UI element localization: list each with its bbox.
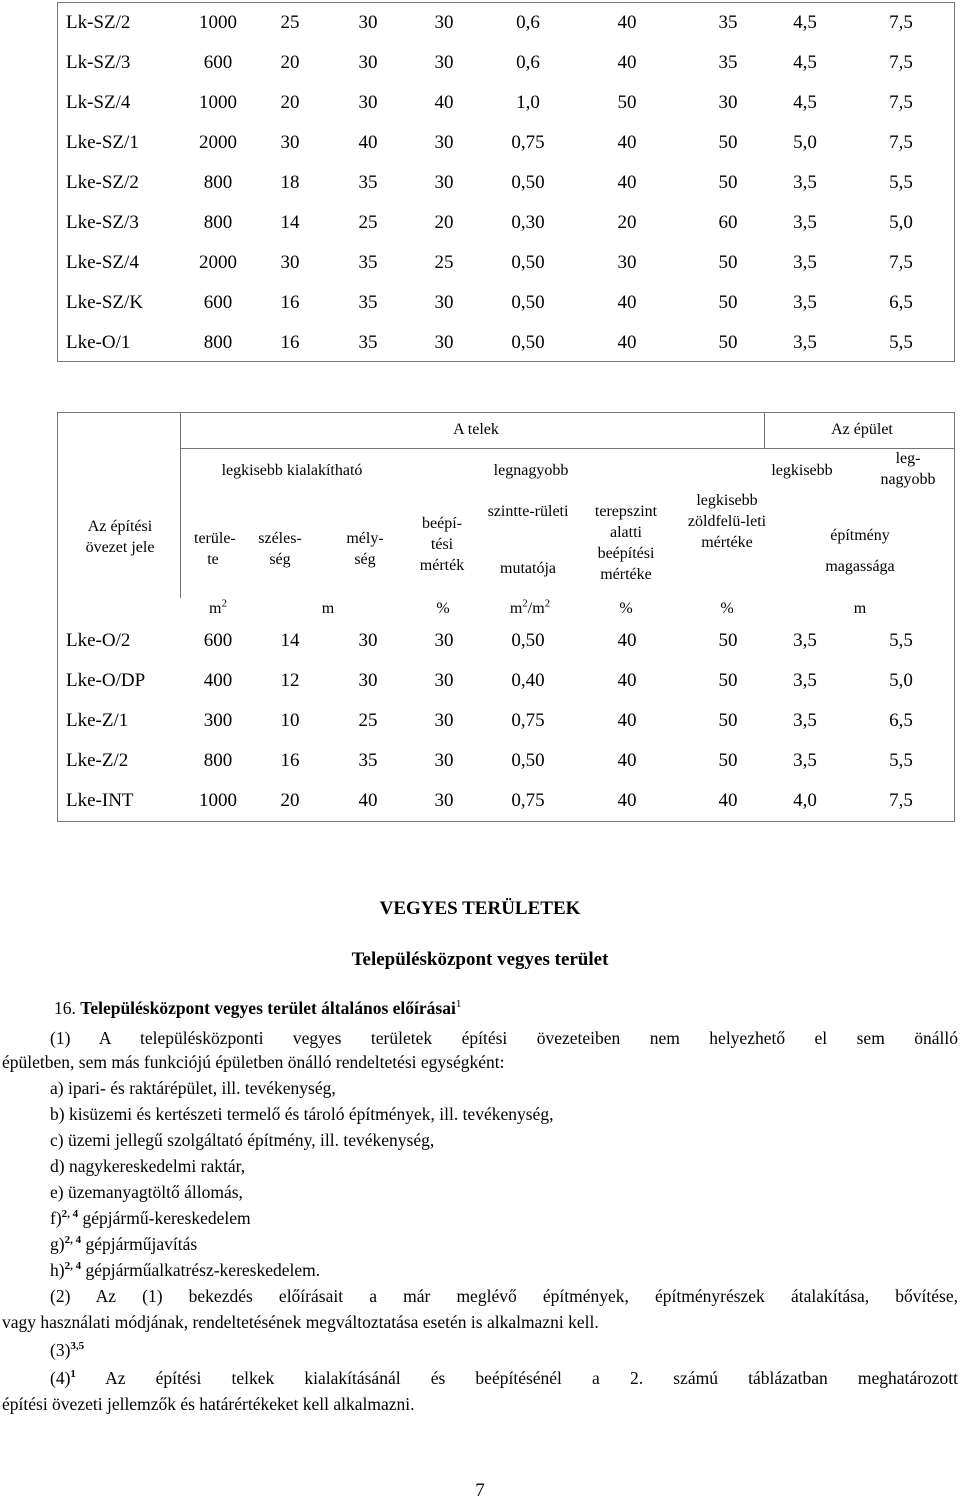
table-cell: 30 [434,790,454,811]
table-cell: 40 [617,132,637,153]
item-c: c) üzemi jellegű szolgáltató építmény, ill. tevékenység, [50,1130,435,1150]
table-cell: 18 [280,172,300,193]
table-cell: 35 [358,332,378,353]
zone-code: Lke-O/1 [66,332,131,353]
table-cell: 7,5 [889,52,913,73]
item-a: a) ipari- és raktárépület, ill. tevékenység, [50,1078,336,1098]
item-d: d) nagykereskedelmi raktár, [50,1156,246,1176]
item-e: e) üzemanyagtöltő állomás, [50,1182,243,1202]
table-cell: 35 [358,172,378,193]
table-row [58,43,954,83]
header-built-ratio: beépí-tési mérték [419,515,465,574]
table-cell: 40 [617,172,637,193]
zone-code: Lk-SZ/4 [66,92,131,113]
table-row [58,701,954,741]
unit-area: $m^2$ [209,597,227,617]
zone-code: Lke-SZ/3 [66,212,139,233]
table-cell: 0,6 [516,52,540,73]
table-cell: 40 [718,790,738,811]
table-cell: 50 [718,710,738,731]
zone-code: Lke-SZ/4 [66,252,139,273]
table-cell: 50 [617,92,637,113]
table-cell: 0,50 [511,252,545,273]
section-title: VEGYES TERÜLETEK [379,898,581,919]
table-cell: 40 [617,12,637,33]
table-cell: 5,0 [889,212,913,233]
header-building-height-2: magassága [825,558,895,575]
table-cell: 0,75 [511,132,545,153]
table-cell: 1000 [199,92,237,113]
table-cell: 40 [617,710,637,731]
table-cell: 35 [718,12,738,33]
table-cell: 1,0 [516,92,540,113]
table-cell: 20 [280,790,300,811]
table-cell: 7,5 [889,92,913,113]
table-cell: 16 [280,332,300,353]
p1-line1: (1) A településközponti vegyes területek építési övezeteiben nem helyezhető el sem önálló [50,1028,958,1048]
table-cell: 30 [718,92,738,113]
table-cell: 40 [617,670,637,691]
p4-line2: építési övezeti jellemzők és határértékeket kell alkalmazni. [2,1394,415,1414]
table-cell: 50 [718,292,738,313]
table-cell: 4,5 [793,92,817,113]
table-cell: 40 [617,790,637,811]
item-b: b) kisüzemi és kertészeti termelő és tároló építmények, ill. tevékenység, [50,1104,554,1124]
unit-underground: % [619,600,633,617]
table-cell: 7,5 [889,12,913,33]
table-cell: 30 [358,12,378,33]
table-cell: 30 [434,132,454,153]
table-cell: 0,50 [511,750,545,771]
table-cell: 40 [358,132,378,153]
paragraph-16-heading [2,996,958,1020]
zone-code: Lk-SZ/2 [66,12,131,33]
header-building-height-1: építmény [830,527,890,544]
zone-code: Lke-INT [66,790,134,811]
table-cell: 5,5 [889,630,913,651]
table-cell: 40 [617,292,637,313]
table-cell: 30 [358,92,378,113]
table-cell: 800 [203,332,233,353]
zone-code: Lke-O/DP [66,670,146,691]
table-cell: 25 [434,252,454,273]
table-cell: 3,5 [793,332,817,353]
table-cell: 30 [434,172,454,193]
unit-index: $m^2/m^2$ [509,597,551,617]
page-number: 7 [475,1480,485,1501]
zone-table-2 [57,412,955,822]
table-cell: 50 [718,172,738,193]
table-cell: 50 [718,630,738,651]
unit-green: % [720,600,734,617]
table-cell: 50 [718,750,738,771]
table-cell: 50 [718,332,738,353]
table-cell: 0,50 [511,172,545,193]
table-cell: 20 [280,92,300,113]
table-row [58,163,954,203]
table-cell: 30 [434,670,454,691]
table-cell: 30 [434,750,454,771]
header-zone-code: Az építési övezet jele [85,518,155,556]
table-cell: 2000 [199,132,237,153]
paragraph-title: Településközpont vegyes terület általános előírásai [80,998,456,1018]
table-cell: 400 [203,670,233,691]
table-cell: 30 [434,710,454,731]
unit-height: m [853,600,867,617]
table-cell: 50 [718,132,738,153]
table-cell: 30 [434,52,454,73]
table-cell: 16 [280,292,300,313]
table-cell: 14 [280,212,300,233]
header-smallest-formable: legkisebb kialakítható [221,462,363,479]
table-cell: 300 [203,710,233,731]
zone-code: Lke-Z/1 [66,710,129,731]
subsection-title: Településközpont vegyes terület [351,949,609,970]
table-cell: 0,40 [511,670,545,691]
table-row [58,283,954,323]
table-cell: 600 [203,52,233,73]
item-h: h)$^{2, 4}$ gépjárműalkatrész-kereskedelem. [50,1260,321,1280]
header-height-min: legkisebb [771,462,833,479]
table-cell: 0,30 [511,212,545,233]
table-cell: 3,5 [793,252,817,273]
table-row [58,3,954,43]
table-cell: 25 [358,710,378,731]
table-row [58,83,954,123]
table-cell: 0,6 [516,12,540,33]
table-cell: 600 [203,630,233,651]
table-cell: 0,75 [511,790,545,811]
table-cell: 30 [434,332,454,353]
header-floor-index-2: mutatója [500,560,556,577]
table-cell: 600 [203,292,233,313]
table-row [58,203,954,243]
table-cell: 5,0 [793,132,817,153]
header-plot: A telek [453,421,499,438]
table-cell: 0,50 [511,630,545,651]
table-row [58,243,954,283]
table-cell: 30 [358,670,378,691]
zone-code: Lk-SZ/3 [66,52,131,73]
table-cell: 30 [434,12,454,33]
table-cell: 7,5 [889,790,913,811]
p2-line2: vagy használati módjának, rendeltetésének megváltoztatása esetén is alkalmazni kell. [2,1312,599,1332]
table-row [58,661,954,701]
table-cell: 30 [434,630,454,651]
p4-line1: $(4)^1$ Az építési telkek kialakításánál és beépítésénél a 2. számú táblázatban meghatározott [50,1368,958,1388]
table-cell: 50 [718,670,738,691]
table-cell: 40 [617,332,637,353]
header-largest: legnagyobb [493,462,569,479]
table-cell: 40 [617,750,637,771]
table-cell: 25 [358,212,378,233]
unit-ratio: % [436,600,450,617]
table-cell: 6,5 [889,710,913,731]
header-underground: terepszint alatti beépítési mértéke [594,503,658,583]
table-cell: 35 [358,252,378,273]
table-cell: 6,5 [889,292,913,313]
table-cell: 3,5 [793,292,817,313]
unit-width: m [321,600,335,617]
table-cell: 30 [280,132,300,153]
zone-code: Lke-SZ/1 [66,132,139,153]
table-cell: 3,5 [793,172,817,193]
table-cell: 4,5 [793,12,817,33]
p1-line2: épületben, sem más funkciójú épületben önálló rendeltetési egységként: [2,1052,505,1072]
zone-code: Lke-SZ/K [66,292,144,313]
table-cell: 0,50 [511,332,545,353]
table-cell: 800 [203,750,233,771]
table-cell: 1000 [199,12,237,33]
table-cell: 60 [718,212,738,233]
table-cell: 3,5 [793,710,817,731]
header-floor-index-1: szintte-rületi [487,503,569,520]
table-cell: 4,0 [793,790,817,811]
table-cell: 35 [358,750,378,771]
table-row [58,781,954,821]
table-cell: 3,5 [793,670,817,691]
item-g: g)$^{2, 4}$ gépjárműjavítás [50,1234,198,1254]
table-cell: 35 [718,52,738,73]
table-row [58,123,954,163]
table-cell: 40 [617,52,637,73]
table-cell: 5,5 [889,172,913,193]
table-cell: 5,0 [889,670,913,691]
table-cell: 800 [203,172,233,193]
table-cell: 4,5 [793,52,817,73]
p3: $(3)^{3,5}$ [50,1340,85,1360]
table-cell: 3,5 [793,630,817,651]
table-cell: 30 [280,252,300,273]
table-cell: 20 [280,52,300,73]
table-cell: 5,5 [889,332,913,353]
table-cell: 20 [617,212,637,233]
table-cell: 1000 [199,790,237,811]
item-f: f)$^{2, 4}$ gépjármű-kereskedelem [50,1208,251,1228]
table-cell: 20 [434,212,454,233]
table-cell: 25 [280,12,300,33]
table-cell: 12 [280,670,300,691]
header-green-min: legkisebb zöldfelü-leti mértéke [687,492,767,551]
table-cell: 0,50 [511,292,545,313]
zone-code: Lke-O/2 [66,630,131,651]
table-cell: 2000 [199,252,237,273]
table-cell: 40 [617,630,637,651]
table-cell: 35 [358,292,378,313]
table-cell: 7,5 [889,252,913,273]
header-building: Az épület [831,421,893,438]
header-height-max: leg-nagyobb [880,450,936,488]
table-cell: 40 [434,92,454,113]
zone-code: Lke-SZ/2 [66,172,139,193]
table-cell: 30 [617,252,637,273]
table-cell: 800 [203,212,233,233]
zone-code: Lke-Z/2 [66,750,129,771]
zone-table-1 [57,2,955,362]
paragraph-number: 16. [54,998,76,1018]
table-cell: 3,5 [793,212,817,233]
table-row [58,741,954,781]
p2-line1: (2) Az (1) bekezdés előírásait a már meglévő építmények, építményrészek átalakítása, bővítése, [50,1286,958,1306]
table-cell: 10 [280,710,300,731]
table-row [58,621,954,661]
table-cell: 5,5 [889,750,913,771]
table-cell: 30 [358,52,378,73]
table-cell: 16 [280,750,300,771]
table-cell: 50 [718,252,738,273]
table-cell: 7,5 [889,132,913,153]
table-cell: 30 [434,292,454,313]
table-cell: 0,75 [511,710,545,731]
header-area: terüle-te [194,530,236,568]
header-depth: mély-ség [346,530,384,568]
table-row [58,323,954,363]
table-cell: 14 [280,630,300,651]
header-width: széles-ség [258,530,302,568]
table-cell: 40 [358,790,378,811]
table-cell: 30 [358,630,378,651]
table-cell: 3,5 [793,750,817,771]
paragraph-title-footnote: 1 [455,998,462,1011]
